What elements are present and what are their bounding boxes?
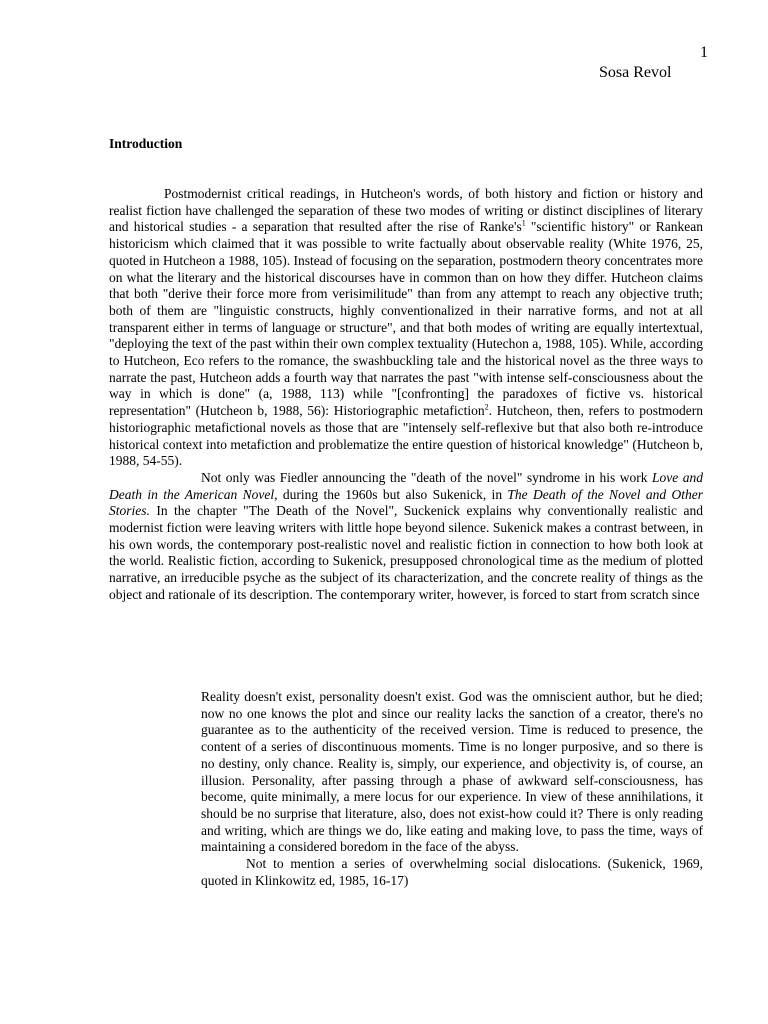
- paragraph-1-text-c: . Hutcheon, then, refers to postmodern historiographic metafictional novels as those that are "intensely self-reflexive but that also both re-introduce historical context into metafiction and problematize the entire question of historical knowledge" (Hutcheon b, 1988, 54-55).: [109, 403, 703, 469]
- running-header-author: Sosa Revol: [599, 64, 672, 81]
- block-quote-paragraph-2: Not to mention a series of overwhelming social dislocations. (Sukenick, 1969, quoted in Klinkowitz ed, 1985, 16-17): [201, 856, 703, 888]
- block-quote: [201, 689, 703, 889]
- section-heading: Introduction: [109, 136, 183, 151]
- paragraph-2: [109, 470, 703, 604]
- page-number: 1: [700, 44, 708, 61]
- paragraph-1: [109, 186, 703, 470]
- footnote-ref-2: 2: [484, 402, 489, 412]
- body-text: [109, 186, 703, 604]
- block-quote-paragraph-1: Reality doesn't exist, personality doesn't exist. God was the omniscient author, but he died; now no one knows the plot and since our reality lacks the sanction of a creator, there's no guarantee as to the authenticity of the received version. Time is reduced to presence, the content of a series of discontinuous moments. Time is no longer purposive, and so there is no destiny, only chance. Reality is, simply, our experience, and objectivity is, of course, an illusion. Personality, after passing through a phase of awkward self-consciousness, has become, quite minimally, a mere locus for our experience. In view of these annihilations, it should be no surprise that literature, also, does not exist-how could it? There is only reading and writing, which are things we do, like eating and making love, to pass the time, ways of maintaining a considered boredom in the face of the abyss.: [201, 689, 703, 855]
- paragraph-2-text-b: , during the 1960s but also Sukenick, in: [274, 486, 508, 502]
- paragraph-2-text-a: Not only was Fiedler announcing the "death of the novel" syndrome in his work: [201, 469, 653, 485]
- paragraph-2-text-c: In the chapter "The Death of the Novel", Suckenick explains why conventionally realistic and modernist fiction were leaving writers with little hope beyond silence. Sukenick makes a contrast between, in his own words, the contemporary post-realistic novel and realistic fiction in connection to how both look at the world. Realistic fiction, according to Sukenick, presupposed chronological time as the medium of plotted narrative, an irreducible psyche as the subject of its characterization, and the concrete reality of things as the object and rationale of its description. The contemporary writer, however, is forced to start from scratch since: [109, 503, 703, 602]
- book-title-love-and-death: Love and Death in the American Novel: [109, 469, 703, 502]
- paragraph-1-text-b: "scientific history" or Rankean historicism which claimed that it was possible to write factually about observable reality (White 1976, 25, quoted in Hutcheon a 1988, 105). Instead of focusing on the separation, postmodern theory concentrates more on what the literary and the historical discourses have in common than on how they differ. Hutcheon claims that both "derive their force more from verisimilitude" than from any attempt to reach any objective truth; both of them are "linguistic constructs, highly conventionalized in their narrative forms, and not at all transparent either in terms of language or structure", and that both modes of writing are equally intertextual, "deploying the text of the past within their own complex textuality (Hutechon a, 1988, 105). While, according to Hutcheon, Eco refers to the romance, the swashbuckling tale and the historical novel as the three ways to narrate the past, Hutcheon adds a fourth way that narrates the past "with intense self-consciousness about the way in which is done" (a, 1988, 113) while "[confronting] the paradoxes of fictive vs. historical representation" (Hutcheon b, 1988, 56): Historiographic metafiction: [109, 219, 703, 419]
- book-title-death-of-novel: The Death of the Novel and Other Stories.: [109, 486, 703, 519]
- paragraph-1-text-a: Postmodernist critical readings, in Hutcheon's words, of both history and fiction or history and realist fiction have challenged the separation of these two modes of writing or distinct disciplines of literary and historical studies - a separation that resulted after the rise of Ranke's: [109, 186, 703, 235]
- footnote-ref-1: 1: [521, 218, 526, 228]
